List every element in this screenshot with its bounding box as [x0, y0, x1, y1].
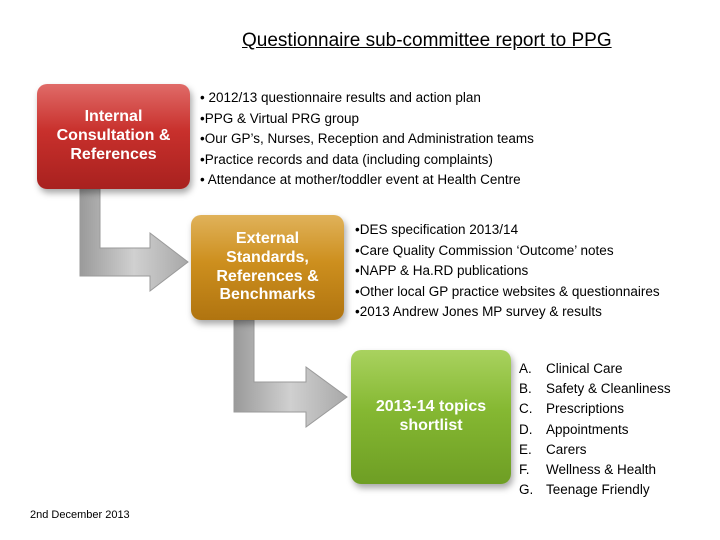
topic-letter: A. — [519, 361, 532, 376]
arrow-to-shortlist — [234, 320, 347, 427]
list-item: •Other local GP practice websites & questionnaires — [355, 283, 660, 299]
topic-text: Clinical Care — [546, 361, 623, 376]
topic-text: Appointments — [546, 421, 629, 437]
topic-text: Carers — [546, 441, 587, 457]
internal-consultation-box — [37, 84, 190, 189]
topic-text: Teenage Friendly — [546, 482, 650, 498]
external-standards-box — [191, 215, 344, 320]
list-item — [519, 379, 671, 399]
topic-letter: E. — [519, 441, 532, 457]
footer-date: 2nd December 2013 — [30, 509, 130, 521]
list-item — [519, 480, 671, 500]
list-item — [519, 440, 671, 460]
list-item: • Attendance at mother/toddler event at Health Centre — [200, 172, 521, 187]
topic-letter: C. — [519, 401, 533, 417]
list-item — [519, 420, 671, 440]
list-item — [519, 460, 671, 480]
topic-text: Wellness & Health — [546, 462, 657, 478]
page-title: Questionnaire sub-committee report to PPG — [242, 30, 612, 51]
external-standards-label: External Standards, References & Benchmarks — [216, 229, 319, 304]
list-item: •PPG & Virtual PRG group — [200, 110, 360, 126]
list-item: •2013 Andrew Jones MP survey & results — [355, 304, 602, 319]
list-item: • 2012/13 questionnaire results and action plan — [200, 90, 481, 105]
external-sources-list — [355, 220, 660, 323]
topics-shortlist-label: 2013-14 topics shortlist — [375, 398, 487, 434]
topic-letter: G. — [519, 482, 534, 498]
internal-sources-list — [200, 88, 534, 191]
list-item: •NAPP & Ha.RD publications — [355, 263, 529, 278]
internal-consultation-label: Internal Consultation & References — [56, 108, 171, 163]
arrow-to-external — [80, 189, 188, 291]
topics-shortlist-box — [351, 350, 511, 484]
topic-letter: F. — [519, 462, 530, 478]
topic-letter: D. — [519, 421, 533, 437]
list-item — [519, 359, 671, 379]
topic-text: Prescriptions — [546, 401, 625, 417]
list-item — [519, 399, 671, 419]
list-item: •DES specification 2013/14 — [355, 222, 519, 237]
list-item: •Practice records and data (including complaints) — [200, 151, 493, 167]
topic-letter: B. — [519, 381, 532, 397]
list-item: •Care Quality Commission ‘Outcome’ notes — [355, 242, 614, 258]
topics-list — [519, 359, 671, 500]
topic-text: Safety & Cleanliness — [546, 381, 671, 397]
list-item: •Our GP’s, Nurses, Reception and Administration teams — [200, 131, 534, 146]
